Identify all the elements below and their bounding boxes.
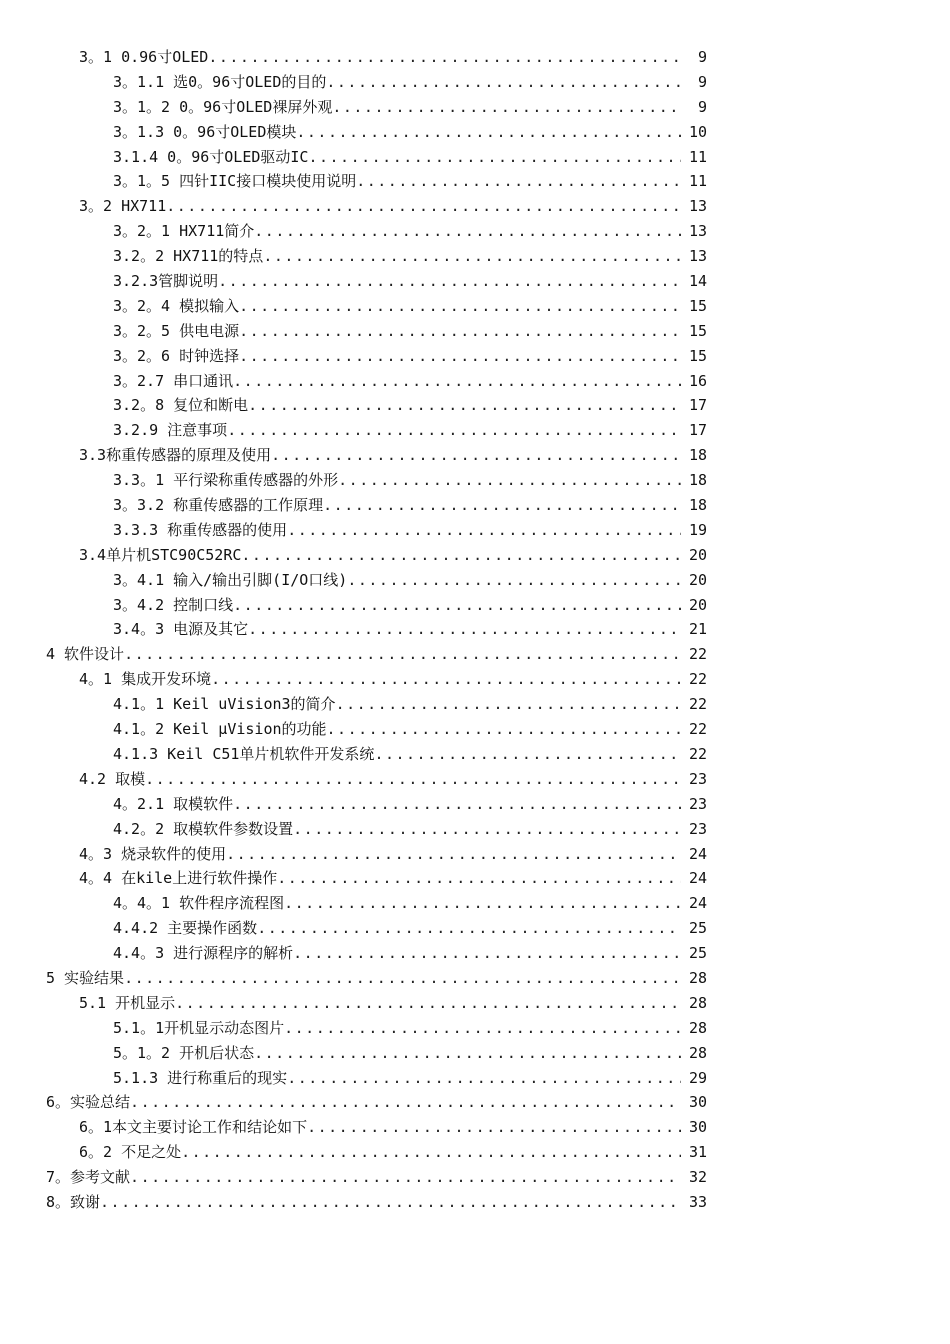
toc-entry-page-number: 11 [688,172,707,191]
toc-entry-title: 4。3 烧录软件的使用 [79,844,227,863]
dot-leader [166,194,681,219]
dot-leader [226,842,681,867]
toc-entry-title: 4。1 集成开发环境 [79,670,212,689]
dot-leader [323,493,681,518]
toc-entry-title: 5.1 开机显示 [79,993,176,1012]
toc-entry-page-number: 9 [697,72,707,91]
toc-entry-title: 5.1。1开机显示动态图片 [113,1018,285,1037]
toc-entry-title: 4。2.1 取模软件 [113,794,234,813]
toc-entry[interactable] [0,667,950,692]
toc-entry-title: 3.2.3管脚说明 [113,272,219,291]
toc-entry[interactable] [0,1190,950,1215]
toc-entry[interactable] [0,95,950,120]
toc-entry-page-number: 18 [688,471,707,490]
toc-entry[interactable] [0,1066,950,1091]
toc-entry-page-number: 13 [688,222,707,241]
toc-entry[interactable] [0,319,950,344]
toc-entry[interactable] [0,194,950,219]
dot-leader [356,169,681,194]
dot-leader [227,418,681,443]
toc-entry[interactable] [0,966,950,991]
dot-leader [241,543,681,568]
dot-leader [336,692,681,717]
toc-entry[interactable] [0,1115,950,1140]
toc-entry[interactable] [0,1140,950,1165]
toc-entry-title: 4.4。3 进行源程序的解析 [113,944,294,963]
toc-entry[interactable] [0,393,950,418]
toc-entry-title: 3。3.2 称重传感器的工作原理 [113,496,324,515]
toc-entry-title: 3。1.1 选0。96寸OLED的目的 [113,72,327,91]
toc-entry-title: 3。2。1 HX711简介 [113,222,255,241]
toc-entry[interactable] [0,991,950,1016]
toc-entry[interactable] [0,717,950,742]
dot-leader [248,393,681,418]
toc-entry[interactable] [0,145,950,170]
toc-entry-title: 6。2 不足之处 [79,1143,182,1162]
toc-entry[interactable] [0,369,950,394]
toc-entry-page-number: 16 [688,371,707,390]
dot-leader [233,792,681,817]
toc-entry-title: 3.3.3 称重传感器的使用 [113,520,288,539]
dot-leader [233,593,681,618]
toc-entry-page-number: 32 [688,1168,707,1187]
dot-leader [347,568,681,593]
dot-leader [130,1090,681,1115]
toc-entry[interactable] [0,120,950,145]
dot-leader [257,916,681,941]
toc-entry-page-number: 17 [688,396,707,415]
dot-leader [293,941,681,966]
dot-leader [293,817,681,842]
toc-entry[interactable] [0,767,950,792]
toc-entry-title: 3.1.4 0。96寸OLED驱动IC [113,147,309,166]
toc-entry-title: 3。4.1 输入/输出引脚(I/O口线) [113,570,348,589]
toc-entry-title: 3。1。5 四针IIC接口模块使用说明 [113,172,357,191]
toc-entry[interactable] [0,543,950,568]
toc-entry[interactable] [0,568,950,593]
toc-entry-page-number: 31 [688,1143,707,1162]
toc-entry[interactable] [0,692,950,717]
toc-entry-title: 8。致谢 [46,1192,101,1211]
toc-entry[interactable] [0,891,950,916]
toc-entry-page-number: 21 [688,620,707,639]
toc-entry[interactable] [0,642,950,667]
toc-entry-page-number: 22 [688,670,707,689]
toc-entry-title: 3。2.7 串口通讯 [113,371,234,390]
toc-entry-title: 6。实验总结 [46,1093,131,1112]
dot-leader [233,369,681,394]
toc-entry-title: 3.3。1 平行梁称重传感器的外形 [113,471,339,490]
toc-entry-title: 4 软件设计 [46,645,125,664]
toc-entry-page-number: 22 [688,645,707,664]
dot-leader [338,468,681,493]
dot-leader [239,294,681,319]
toc-entry[interactable] [0,443,950,468]
toc-entry-page-number: 24 [688,869,707,888]
toc-entry[interactable] [0,344,950,369]
toc-entry-page-number: 29 [688,1068,707,1087]
toc-entry[interactable] [0,418,950,443]
toc-entry-title: 3。2。6 时钟选择 [113,346,240,365]
dot-leader [175,991,681,1016]
toc-entry[interactable] [0,45,950,70]
dot-leader [239,319,681,344]
toc-entry-title: 3.2。2 HX711的特点 [113,247,264,266]
toc-entry-title: 5。1。2 开机后状态 [113,1043,255,1062]
dot-leader [211,667,681,692]
toc-entry[interactable] [0,468,950,493]
toc-entry-page-number: 15 [688,321,707,340]
toc-entry-page-number: 18 [688,446,707,465]
toc-entry-title: 3。1.3 0。96寸OLED模块 [113,122,297,141]
toc-entry-title: 3.2。8 复位和断电 [113,396,249,415]
toc-entry-title: 5.1.3 进行称重后的现实 [113,1068,288,1087]
toc-entry-title: 3。1。2 0。96寸OLED裸屏外观 [113,97,333,116]
dot-leader [308,145,681,170]
toc-entry-title: 4。4 在kile上进行软件操作 [79,869,278,888]
toc-entry-title: 4.1。2 Keil µVision的功能 [113,720,327,739]
toc-entry-page-number: 20 [688,545,707,564]
toc-entry[interactable] [0,70,950,95]
toc-entry-title: 4。4。1 软件程序流程图 [113,894,285,913]
dot-leader [124,642,681,667]
toc-entry-title: 3.2.9 注意事项 [113,421,228,440]
toc-entry-page-number: 25 [688,919,707,938]
toc-entry-page-number: 33 [688,1192,707,1211]
toc-entry[interactable] [0,842,950,867]
toc-entry-title: 7。参考文献 [46,1168,131,1187]
dot-leader [254,219,681,244]
toc-entry[interactable] [0,866,950,891]
dot-leader [100,1190,681,1215]
toc-entry[interactable] [0,792,950,817]
toc-entry-page-number: 13 [688,247,707,266]
toc-entry-page-number: 28 [688,1043,707,1062]
toc-entry[interactable] [0,593,950,618]
toc-entry-page-number: 22 [688,720,707,739]
toc-entry-title: 3。2 HX711 [79,197,167,216]
toc-entry-title: 5 实验结果 [46,968,125,987]
toc-entry[interactable] [0,269,950,294]
toc-entry[interactable] [0,169,950,194]
toc-entry-title: 4.2 取模 [79,769,146,788]
toc-entry-title: 3。2。4 模拟输入 [113,296,240,315]
toc-entry[interactable] [0,493,950,518]
toc-entry-title: 3。4.2 控制口线 [113,595,234,614]
toc-entry[interactable] [0,817,950,842]
toc-entry-title: 4.2。2 取模软件参数设置 [113,819,294,838]
dot-leader [284,1016,681,1041]
toc-entry-page-number: 15 [688,346,707,365]
dot-leader [124,966,681,991]
toc-entry-page-number: 25 [688,944,707,963]
toc-entry-page-number: 20 [688,595,707,614]
toc-entry-title: 3.4单片机STC90C52RC [79,545,242,564]
dot-leader [208,45,681,70]
dot-leader [218,269,681,294]
toc-entry[interactable] [0,1090,950,1115]
dot-leader [271,443,681,468]
dot-leader [130,1165,681,1190]
dot-leader [145,767,681,792]
dot-leader [239,344,681,369]
toc-entry-page-number: 22 [688,744,707,763]
dot-leader [307,1115,681,1140]
toc-entry-page-number: 22 [688,695,707,714]
dot-leader [287,1066,681,1091]
toc-entry-title: 3.3称重传感器的原理及使用 [79,446,272,465]
toc-entry-title: 4.4.2 主要操作函数 [113,919,258,938]
toc-entry[interactable] [0,941,950,966]
toc-entry-page-number: 28 [688,968,707,987]
dot-leader [181,1140,681,1165]
toc-entry[interactable] [0,518,950,543]
dot-leader [327,717,681,742]
toc-entry[interactable] [0,244,950,269]
toc-entry[interactable] [0,916,950,941]
dot-leader [254,1041,681,1066]
dot-leader [277,866,681,891]
dot-leader [287,518,681,543]
toc-entry-title: 3。1 0.96寸OLED [79,48,209,66]
toc-entry-title: 3。2。5 供电电源 [113,321,240,340]
toc-entry[interactable] [0,617,950,642]
toc-entry-page-number: 28 [688,993,707,1012]
dot-leader [374,742,681,767]
toc-entry[interactable] [0,1041,950,1066]
toc-entry-page-number: 20 [688,570,707,589]
toc-entry-page-number: 14 [688,272,707,291]
toc-entry-page-number: 30 [688,1118,707,1137]
toc-entry-page-number: 30 [688,1093,707,1112]
dot-leader [296,120,681,145]
toc-entry-page-number: 23 [688,794,707,813]
dot-leader [263,244,681,269]
toc-entry-title: 3.4。3 电源及其它 [113,620,249,639]
toc-entry-page-number: 18 [688,496,707,515]
toc-entry-page-number: 24 [688,894,707,913]
toc-entry-title: 6。1本文主要讨论工作和结论如下 [79,1118,308,1137]
dot-leader [332,95,681,120]
toc-entry[interactable] [0,219,950,244]
toc-entry-page-number: 24 [688,844,707,863]
toc-entry-title: 4.1。1 Keil uVision3的简介 [113,695,336,714]
toc-entry-page-number: 9 [697,97,707,116]
toc-entry-page-number: 13 [688,197,707,216]
toc-entry[interactable] [0,1165,950,1190]
toc-entry-page-number: 9 [697,48,707,66]
toc-entry-page-number: 23 [688,769,707,788]
toc-entry-page-number: 10 [688,122,707,141]
toc-entry[interactable] [0,294,950,319]
toc-entry[interactable] [0,742,950,767]
toc-entry-page-number: 17 [688,421,707,440]
toc-entry-page-number: 23 [688,819,707,838]
dot-leader [284,891,681,916]
toc-entry-page-number: 28 [688,1018,707,1037]
dot-leader [248,617,681,642]
toc-entry[interactable] [0,1016,950,1041]
table-of-contents [0,45,950,1215]
toc-entry-page-number: 19 [688,520,707,539]
toc-entry-page-number: 15 [688,296,707,315]
dot-leader [326,70,681,95]
toc-entry-title: 4.1.3 Keil C51单片机软件开发系统 [113,744,375,763]
toc-entry-page-number: 11 [688,147,707,166]
